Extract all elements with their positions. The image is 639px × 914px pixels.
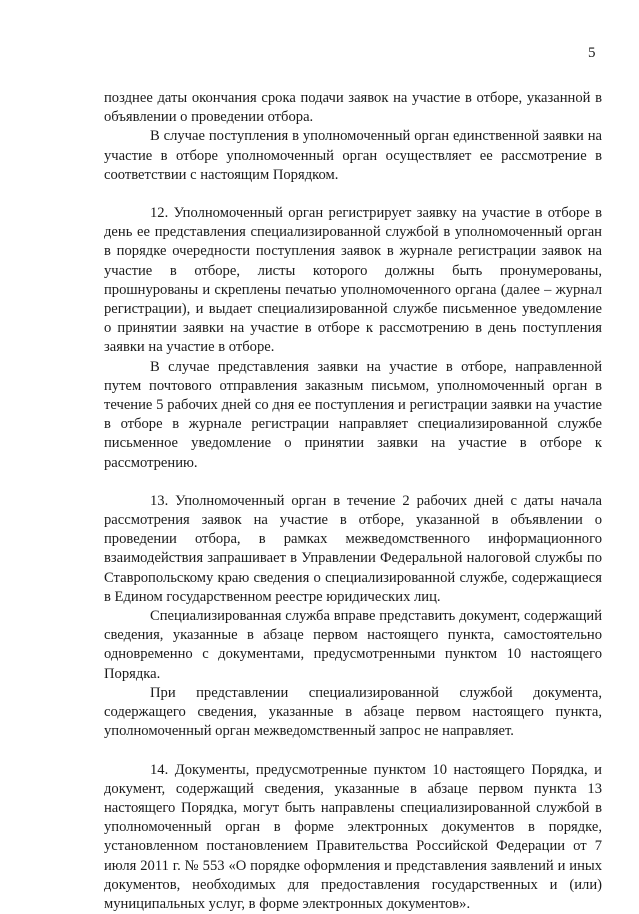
document-body [104, 89, 602, 914]
paragraph-single-application: В случае поступления в уполномоченный орган единственной заявки на участие в отборе уполномоченный орган осуществляет ее рассмотрение в соответствии с настоящим Порядком. [104, 127, 602, 185]
paragraph-item-12-postal: В случае представления заявки на участие в отборе, направленной путем почтового отправления заказным письмом, уполномоченный орган в течение 5 рабочих дней со дня ее поступления и регистрации заявки на участие в отборе в журнале регистрации направляет специализированной службе письменное уведомление о принятии заявки на участие в отборе к рассмотрению. [104, 358, 602, 473]
paragraph-item-12: 12. Уполномоченный орган регистрирует заявку на участие в отборе в день ее представления специализированной службой в уполномоченный орган в порядке очередности поступления заявок в журнале регистрации заявок на участие в отборе, листы которого должны быть пронумерованы, прошнурованы и скреплены печатью уполномоченного органа (далее – журнал регистрации), и выдает специализированной службе письменное уведомление о принятии заявки на участие в отборе к рассмотрению в день поступления заявки на участие в отборе. [104, 204, 602, 358]
paragraph-item-14: 14. Документы, предусмотренные пунктом 10 настоящего Порядка, и документ, содержащий сведения, указанные в абзаце первом пункта 13 настоящего Порядка, могут быть направлены специализированной службой в уполномоченный орган в форме электронных документов в порядке, установленном постановлением Правительства Российской Федерации от 7 июля 2011 г. № 553 «О порядке оформления и представления заявлений и иных документов, необходимых для предоставления государственных и (или) муниципальных услуг, в форме электронных документов». [104, 761, 602, 914]
paragraph-item-13-self-submission: Специализированная служба вправе представить документ, содержащий сведения, указанные в абзаце первом настоящего пункта, самостоятельно одновременно с документами, предусмотренными пунктом 10 настоящего Порядка. [104, 607, 602, 684]
paragraph-continuation: позднее даты окончания срока подачи заявок на участие в отборе, указанной в объявлении о проведении отбора. [104, 89, 602, 127]
page-number: 5 [588, 44, 596, 62]
paragraph-item-13: 13. Уполномоченный орган в течение 2 рабочих дней с даты начала рассмотрения заявок на участие в отборе, указанной в объявлении о проведении отбора, в рамках межведомственного информационного взаимодействия запрашивает в Управлении Федеральной налоговой службы по Ставропольскому краю сведения о специализированной службе, содержащиеся в Едином государственном реестре юридических лиц. [104, 492, 602, 607]
paragraph-item-13-no-request: При представлении специализированной службой документа, содержащего сведения, указанные в абзаце первом настоящего пункта, уполномоченный орган межведомственный запрос не направляет. [104, 684, 602, 742]
